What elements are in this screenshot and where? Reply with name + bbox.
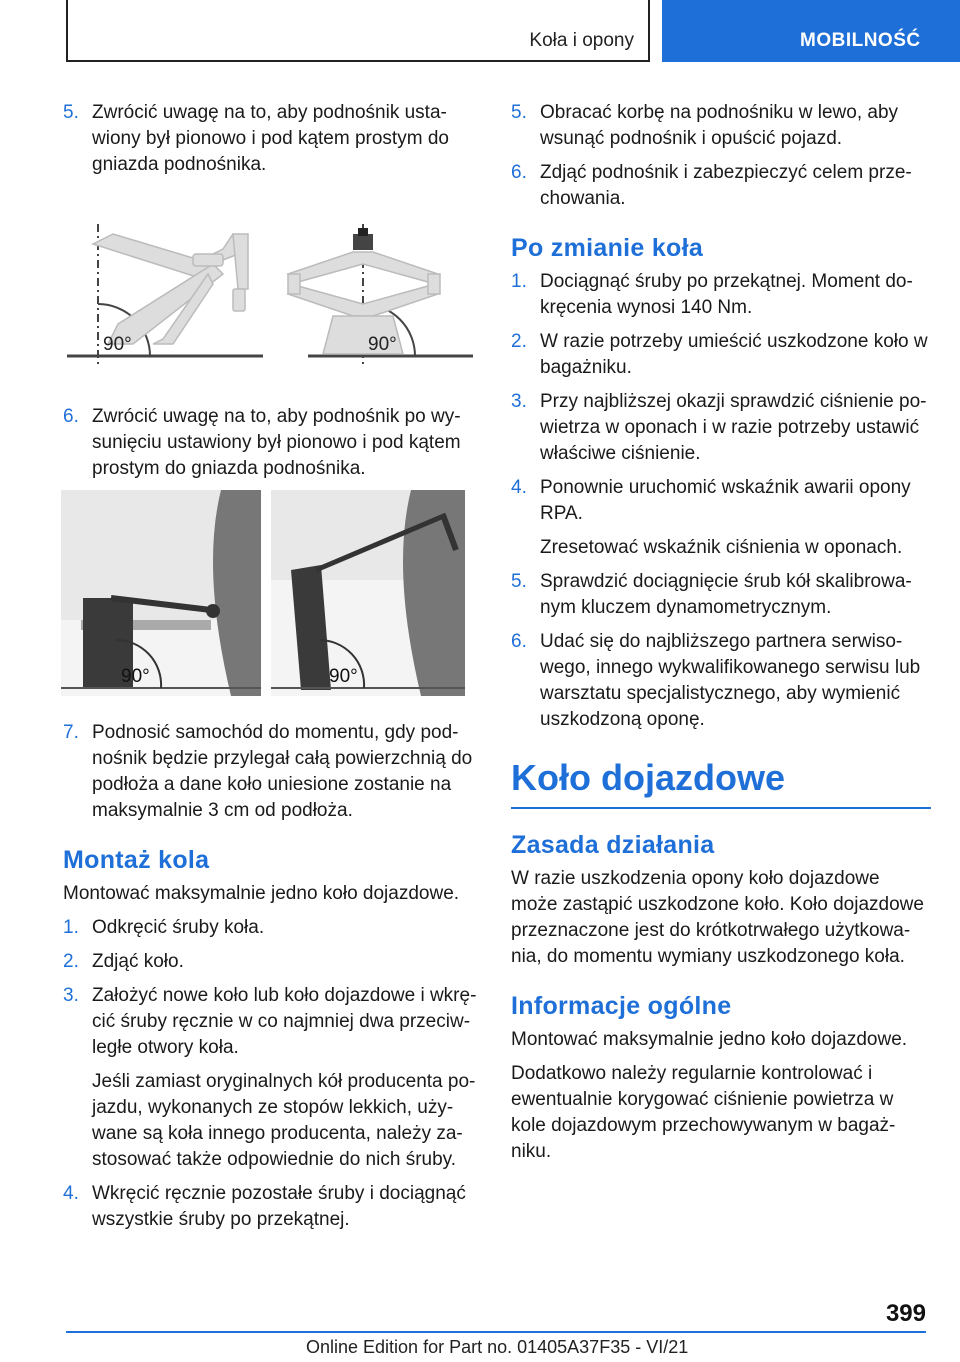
angle-label: 90° bbox=[103, 334, 132, 355]
step-number: 3. bbox=[511, 391, 527, 412]
list-item bbox=[511, 269, 931, 321]
step-number: 5. bbox=[63, 102, 79, 123]
right-column bbox=[511, 100, 931, 1173]
step-text: Wkręcić ręcznie pozostałe śruby i dociągnąć wszystkie śruby po przekątnej. bbox=[92, 1183, 466, 1230]
list-item bbox=[511, 100, 931, 152]
chapter-heading: Koło dojazdowe bbox=[511, 757, 931, 809]
list-item bbox=[63, 983, 483, 1061]
page-number: 399 bbox=[885, 1300, 926, 1327]
step-text: Zdjąć podnośnik i zabezpieczyć celem prze-chowania. bbox=[540, 162, 912, 209]
step-number: 6. bbox=[511, 631, 527, 652]
angle-label: 90° bbox=[121, 666, 150, 687]
section-heading: Zasada działania bbox=[511, 831, 715, 859]
paragraph: W razie uszkodzenia opony koło dojazdowe może zastąpić uszkodzone koło. Koło dojazdowe przeznaczone jest do krótkotrwałego użytkowa-nia, do momentu wymiany uszkodzonego koła. bbox=[511, 868, 924, 967]
section-heading: Informacje ogólne bbox=[511, 992, 732, 1020]
step-number: 6. bbox=[63, 406, 79, 427]
chapter-tab bbox=[66, 0, 650, 62]
step-number: 1. bbox=[511, 271, 527, 292]
list-item bbox=[63, 1181, 483, 1233]
step-text: Przy najbliższej okazji sprawdzić ciśnienie po-wietrza w oponach i w razie potrzeby ustawić właściwe ciśnienie. bbox=[540, 391, 927, 464]
step-number: 4. bbox=[63, 1183, 79, 1204]
paragraph: Montować maksymalnie jedno koło dojazdowe. bbox=[63, 883, 460, 904]
step-text: Udać się do najbliższego partnera serwiso-wego, innego wykwalifikowanego serwisu lub warsztatu specjalistycznego, aby wymienić uszkodzoną oponę. bbox=[540, 631, 921, 730]
step-number: 2. bbox=[63, 951, 79, 972]
step-number: 5. bbox=[511, 102, 527, 123]
jack-under-car-illustration bbox=[61, 490, 483, 720]
list-item bbox=[63, 404, 483, 482]
step-text: Ponownie uruchomić wskaźnik awarii opony RPA. bbox=[540, 477, 911, 524]
section-heading: Po zmianie koła bbox=[511, 234, 704, 262]
step-number: 5. bbox=[511, 571, 527, 592]
section-tab bbox=[662, 0, 960, 62]
jack-photo-svg bbox=[61, 490, 465, 696]
step-text: Obracać korbę na podnośniku w lewo, aby wsunąć podnośnik i opuścić pojazd. bbox=[540, 102, 899, 149]
step-number: 7. bbox=[63, 722, 79, 743]
jack-angle-illustration bbox=[63, 204, 483, 404]
list-item bbox=[511, 629, 931, 733]
list-item bbox=[511, 475, 931, 527]
step-text: Zwrócić uwagę na to, aby podnośnik po wy-sunięciu ustawiony był pionowo i pod kątem prostym do gniazda podnośnika. bbox=[92, 406, 461, 479]
list-item bbox=[511, 389, 931, 467]
list-item bbox=[63, 100, 483, 178]
step-text: Odkręcić śruby koła. bbox=[92, 917, 265, 938]
paragraph: Dodatkowo należy regularnie kontrolować i ewentualnie korygować ciśnienie powietrza w kole dojazdowym przechowywanym w bagaż-niku. bbox=[511, 1063, 896, 1162]
section-heading: Montaż kola bbox=[63, 846, 210, 874]
edition-note: Online Edition for Part no. 01405A37F35 - VI/21 bbox=[306, 1337, 689, 1357]
list-item bbox=[63, 915, 483, 941]
paragraph: Montować maksymalnie jedno koło dojazdowe. bbox=[511, 1029, 908, 1050]
section-title: MOBILNOŚĆ bbox=[800, 30, 921, 51]
step-text: Zdjąć koło. bbox=[92, 951, 184, 972]
list-item bbox=[511, 569, 931, 621]
step-text: Sprawdzić dociągnięcie śrub kół skalibrowa-nym kluczem dynamometrycznym. bbox=[540, 571, 912, 618]
step-number: 2. bbox=[511, 331, 527, 352]
page-header bbox=[0, 0, 960, 66]
list-item bbox=[511, 329, 931, 381]
step-text: Dociągnąć śruby po przekątnej. Moment do-kręcenia wynosi 140 Nm. bbox=[540, 271, 913, 318]
jack-diagram-svg bbox=[63, 204, 483, 374]
note-paragraph: Jeśli zamiast oryginalnych kół producenta po-jazdu, wykonanych ze stopów lekkich, uży-wane są koła innego producenta, należy za-stosować także odpowiednie do nich śruby. bbox=[92, 1071, 476, 1170]
list-item bbox=[63, 949, 483, 975]
footer-divider bbox=[66, 1331, 926, 1333]
list-item bbox=[511, 160, 931, 212]
step-number: 3. bbox=[63, 985, 79, 1006]
angle-label: 90° bbox=[329, 666, 358, 687]
step-text: Założyć nowe koło lub koło dojazdowe i wkrę-cić śruby ręcznie w co najmniej dwa przeciw-ległe otwory koła. bbox=[92, 985, 477, 1058]
step-text: Zwrócić uwagę na to, aby podnośnik usta-wiony był pionowo i pod kątem prostym do gniazda podnośnika. bbox=[92, 102, 449, 175]
step-text: W razie potrzeby umieścić uszkodzone koło w bagażniku. bbox=[540, 331, 928, 378]
step-number: 1. bbox=[63, 917, 79, 938]
chapter-title: Koła i opony bbox=[529, 30, 634, 51]
left-column bbox=[63, 100, 483, 1241]
step-number: 4. bbox=[511, 477, 527, 498]
step-text: Podnosić samochód do momentu, gdy pod-nośnik będzie przylegał całą powierzchnią do podłoża a dane koło uniesione zostanie na maksymalnie 3 cm od podłoża. bbox=[92, 722, 473, 821]
list-item bbox=[63, 720, 483, 824]
note-paragraph: Zresetować wskaźnik ciśnienia w oponach. bbox=[540, 537, 903, 558]
step-number: 6. bbox=[511, 162, 527, 183]
angle-label: 90° bbox=[368, 334, 397, 355]
